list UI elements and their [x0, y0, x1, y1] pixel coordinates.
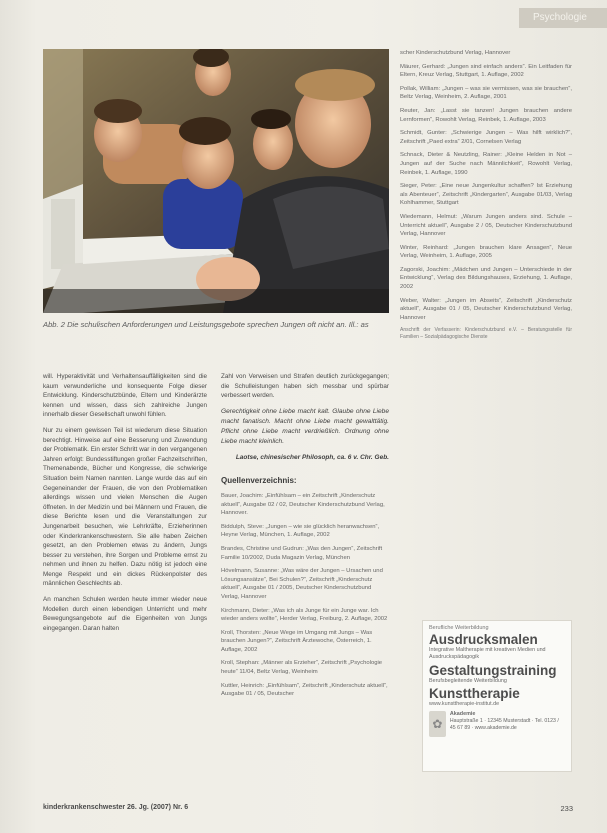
paragraph: Zahl von Verweisen und Strafen deutlich zurückgegangen; die Schulleistungen haben sich messbar und spürbar verbessert werden. [221, 373, 389, 400]
ad-heading: Gestaltungstraining [429, 663, 557, 678]
section-label: Psychologie [519, 8, 607, 28]
source-entry: Zagorski, Joachim: „Mädchen und Jungen – Unterschiede in der Entwicklung“, Verlag des Bildungshauses, Erziehung, 1. Auflage, 2002 [400, 266, 572, 291]
ad-address: Hauptstraße 1 · 12345 Musterstadt · Tel. 0123 / 45 67 89 · www.akademie.de [449, 718, 559, 731]
logo-icon: ✿ [429, 711, 446, 737]
source-entry: Kroll, Thorsten: „Neue Wege im Umgang mit Jungs – Was brauchen Jungen?“, Zeitschrift Ärztewoche, Österreich, 1. Auflage, 2002 [221, 629, 373, 653]
source-entry: Hövelmann, Susanne: „Was wäre der Jungen – Ursachen und Lösungsansätze“, Bei Schulen?“, Zeitschrift „Kinderschutz aktuell“, Ausgabe 01 / 2005, Deutscher Kinderschutzbund Verlag, Hannover [221, 568, 383, 600]
author-address: Anschrift der Verfasserin: Kinderschutzbund e.V. – Beratungsstelle für Familien – Sozialpädagogische Dienste [400, 327, 572, 341]
source-entry: Wiedemann, Helmut: „Warum Jungen anders sind. Schule – Unterricht aktuell“, Ausgabe 2 / 05, Deutscher Kinderschutzbund Verlag, Hannover [400, 213, 572, 238]
text-column-right [400, 49, 572, 341]
magazine-name: kinderkrankenschwester 26. Jg. (2007) Nr. 6 [43, 804, 189, 811]
quote: Gerechtigkeit ohne Liebe macht kalt. Glaube ohne Liebe macht fanatisch. Macht ohne Liebe macht gewalttätig. Pflicht ohne Liebe macht verdrießlich. Ordnung ohne Liebe macht kleinlich. [221, 407, 389, 445]
source-entry: Kroll, Stephan: „Männer als Erzieher“, Zeitschrift „Psychologie heute“ 11/04, Beltz Verlag, Weinheim [221, 660, 383, 676]
ad-url: www.kunsttherapie-institut.de [429, 701, 500, 707]
quote-author: Laotse, chinesischer Philosoph, ca. 6 v. Chr. Geb. [235, 453, 389, 461]
text-column-left [43, 372, 207, 639]
page-footer [43, 804, 573, 818]
source-entry: scher Kinderschutzbund Verlag, Hannover [400, 50, 511, 56]
source-entry: Pollak, William: „Jungen – was sie vermissen, was sie brauchen“, Beltz Verlag, Weinheim, 2. Auflage, 2001 [400, 85, 572, 101]
source-entry: Biddulph, Steve: „Jungen – wie sie glücklich heranwachsen“, Heyne Verlag, München, 1. Auflage, 2002 [221, 523, 380, 539]
source-entry: Reuter, Jan: „Lasst sie tanzen! Jungen brauchen andere Lernformen“, Rowohlt Verlag, Reinbek, 1. Auflage, 2003 [400, 107, 572, 123]
ad-heading: Kunsttherapie [429, 686, 520, 701]
source-entry: Schmidt, Gunter: „Schwierige Jungen – Was hilft wirklich?“, Zeitschrift „Paed extra“ 2/01, Cornelsen Verlag [400, 130, 572, 145]
ad-top-label: Berufliche Weiterbildung [429, 625, 489, 631]
source-entry: Kirchmann, Dieter: „Was ich als Junge für ein Junge war. Ich wieder anders wollte“, Herder Verlag, Freiburg, 2. Auflage, 2002 [221, 607, 388, 623]
paragraph: An manchen Schulen werden heute immer wieder neue Modellen durch einen lebendigen Unterricht und mehr Bewegungsangebote auf die Eigenheiten von Jungs eingegangen. Daran halten [43, 596, 207, 632]
photo-boys-at-computer [43, 49, 389, 313]
source-entry: Kuttler, Heinrich: „Einfühlsam“, Zeitschrift „Kinderschutz aktuell“, Ausgabe 01 / 05, Deutscher [221, 682, 388, 698]
advertisement[interactable] [422, 620, 572, 772]
source-entry: Bauer, Joachim: „Einfühlsam – ein Zeitschrift „Kinderschutz aktuell“, Ausgabe 02 / 02, Deutscher Kinderschutzbund Verlag, Hannover. [221, 492, 385, 517]
ad-text: Integrative Maltherapie mit kreativen Medien und Ausdruckspädagogik [429, 647, 546, 660]
source-entry: Sieger, Peter: „Eine neue Jungenkultur schaffen? Ist Erziehung als Abenteuer“, Zeitschrift „Kindergarten“, Ausgabe 01/03, Verlag Kohlhammer, Stuttgart [400, 183, 572, 207]
source-entry: Schnack, Dieter & Neutzling, Rainer: „Kleine Helden in Not – Jungen auf der Suche nach Männlichkeit“, Rowohlt Verlag, Reinbek, 1. Auflage, 1990 [400, 152, 572, 176]
sources-heading: Quellenverzeichnis: [221, 476, 297, 486]
ad-footer [429, 711, 565, 737]
page-number: 233 [560, 804, 573, 813]
text-column-middle [221, 372, 389, 704]
paragraph: will. Hyperaktivität und Verhaltensauffälligkeiten sind die kaum verwunderliche und konsequente Folge dieser Entwicklung. Kinderschutzbünde, Eltern und Kinderärzte kennen und wissen, dass sich zahlreiche Jungen innerhalb dieser Gesellschaft unwohl fühlen. [43, 373, 207, 419]
source-entry: Brandes, Christine und Gudrun: „Was den Jungen“, Zeitschrift Familie 10/2002, Duda Magazin Verlag, München [221, 545, 383, 561]
ad-heading: Ausdrucksmalen [429, 632, 538, 647]
source-entry: Weber, Walter: „Jungen im Abseits“, Zeitschrift „Kinderschutz aktuell“, Ausgabe 01 / 05, Deutscher Kinderschutzbund Verlag, Hannover [400, 297, 572, 321]
figure-caption: Abb. 2 Die schulischen Anforderungen und Leistungsgebote sprechen Jungen oft nicht an. Ill.: as [43, 320, 369, 329]
ad-text: Berufsbegleitende Weiterbildung [429, 678, 507, 684]
photo-illustration [43, 49, 389, 313]
source-entry: Winter, Reinhard: „Jungen brauchen klare Ansagen“, Neue Verlag, Weinheim, 1. Auflage, 2005 [400, 244, 572, 260]
page-header [0, 0, 607, 34]
source-entry: Mäurer, Gerhard: „Jungen sind einfach anders“. Ein Leitfaden für Eltern, Kreuz Verlag, Stuttgart, 1. Auflage, 2002 [400, 63, 572, 79]
ad-logo-text: Akademie [449, 711, 476, 717]
paragraph: Nur zu einem gewissen Teil ist wiederum diese Situation berechtigt. Hinweise auf eine Besserung und Zuwendung der Problematik. Ein erster Schritt war in den vergangenen Jahren erfolgt: Bundesstiftungen großer Fachzeitschriften, Themenabende, Bücher und Kongresse, die schwierige Situation beim Namen nannten. Lange wurde das auf ein Gegeneinander der Frauen, die von den Problematiken allerdings wissen und vielen Menschen die Augen öffneten. In der Medizin und bei Männern und Frauen, die diese Berichte lesen und die Veranstaltungen zur Jungenarbeit besuchen, wie Lehrkräfte, Erzieherinnen oder Kinderkrankenschwestern. Sie alle haben Zeichen gesetzt, an den Problemen etwas zu ändern, Jungs besser zu verstehen, ihre Sorgen und Probleme ernst zu nehmen und ihnen zu helfen. Dazu nötig ist jedoch eine Menge Respekt und ein dickes Rückenpolster des männlichen Geschlechts ab. [43, 426, 207, 588]
